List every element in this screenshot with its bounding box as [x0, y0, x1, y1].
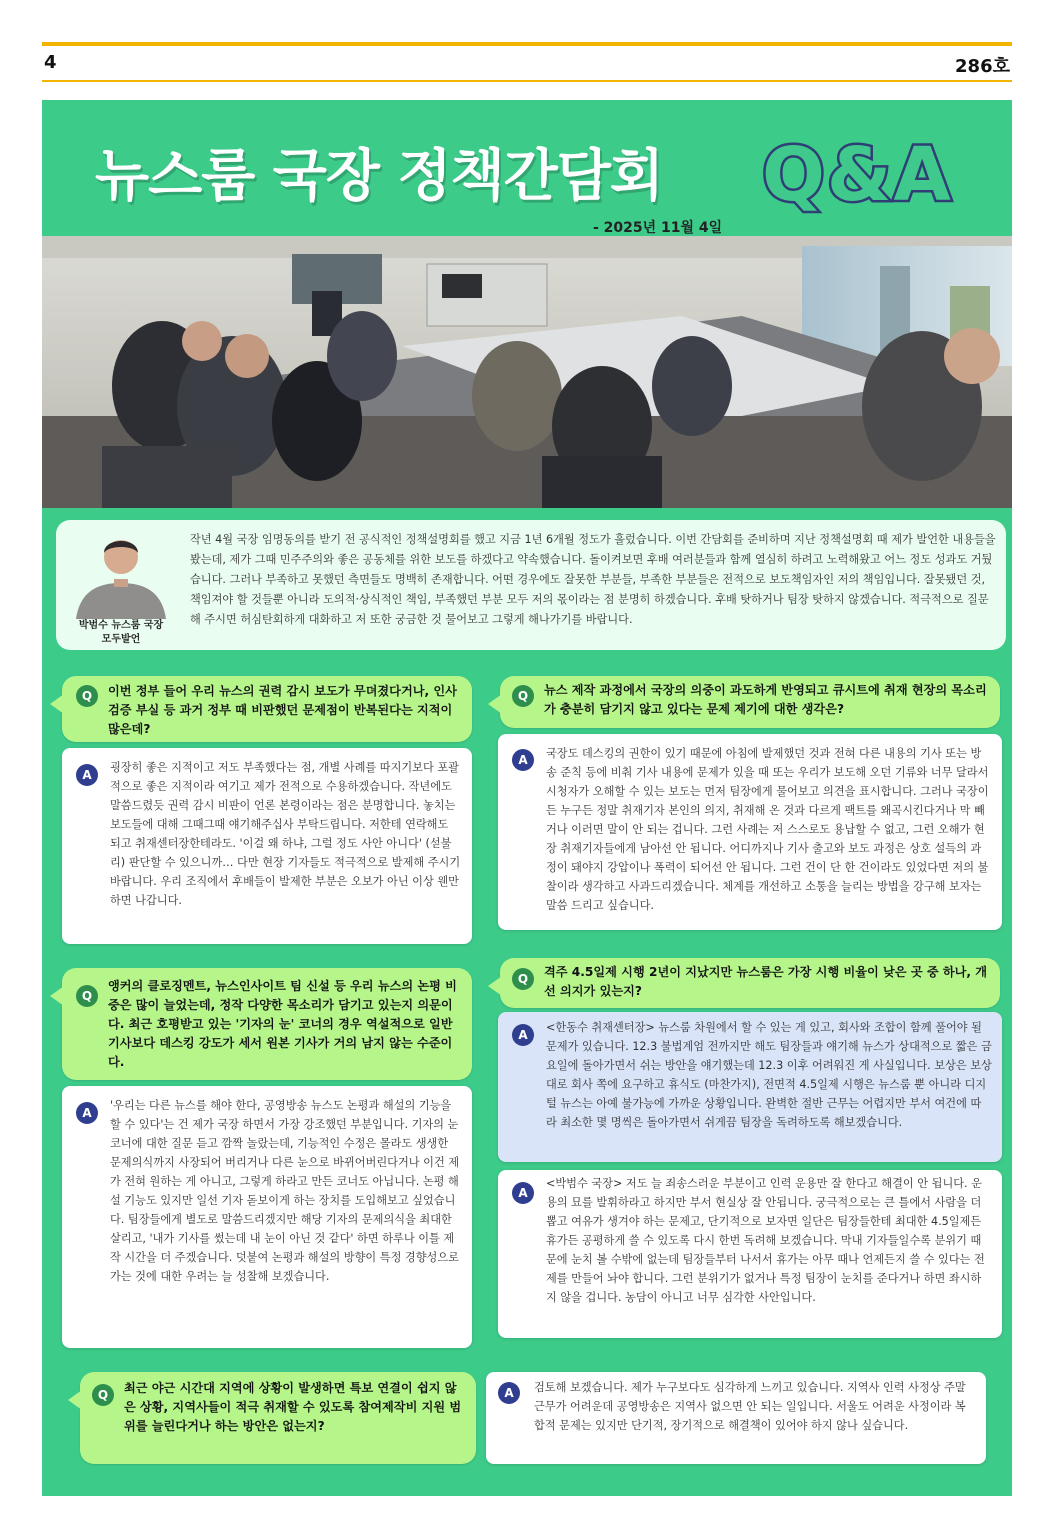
question-badge: Q: [512, 685, 534, 707]
question-text: 이번 정부 들어 우리 뉴스의 권력 감시 보도가 무뎌졌다거나, 인사검증 부실 등 과거 정부 때 비판했던 문제점이 반복된다는 지적이 많은데?: [108, 684, 457, 736]
answer-text: <박범수 국장> 저도 늘 죄송스러운 부분이고 인력 운용만 잘 한다고 해결이 안 됩니다. 운용의 묘를 발휘하라고 하지만 부서 현실상 잘 안됩니다. 궁극적으로는 큰 틀에서 사람을 더 뽑고 여유가 생겨야 하는 문제고, 단기적으로 보자면 일단은 팀장들한테 최대한 4.5일제든 휴가든 공평하게 쓸 수 있도록 다시 한번 독려해 보겠습니다. 막내 기자들일수록 분위기 때문에 눈치 볼 수밖에 없는데 팀장들부터 나서서 휴가는 아무 때나 언제든지 쓸 수 있다는 전제를 만들어 놔야 합니다. 그런 분위기가 없거나 특정 팀장이 눈치를 준다거나 하면 좌시하지 않을 겁니다. 농담이 아니고 너무 심각한 사안입니다.: [546, 1177, 985, 1304]
avatar: [62, 523, 180, 619]
answer-badge: A: [512, 749, 534, 771]
top-rule: [42, 42, 1012, 46]
answer-text: 굉장히 좋은 지적이고 저도 부족했다는 점, 개별 사례를 따지기보다 포괄적으로 좋은 지적이라 여기고 제가 전적으로 수용하겠습니다. 작년에도 말씀드렸듯 권력 감시 비판이 언론 본령이라는 점은 분명합니다. 놓치는 보도들에 대해 그때그때 얘기해주십사 부탁드립니다. 저한테 연락해도 되고 취재센터장한테라도. '이걸 왜 하냐, 그럴 정도 사안 아니다' (섣불리) 판단할 수 있으니까… 다만 현장 기자들도 적극적으로 발제해 주시기 바랍니다. 우리 조직에서 후배들이 발제한 부분은 오보가 아닌 이상 웬만하면 나갑니다.: [110, 761, 461, 907]
issue-number: 286호: [955, 56, 1010, 77]
question-badge: Q: [76, 685, 98, 707]
answer-badge: A: [512, 1024, 534, 1046]
answer-badge: A: [498, 1382, 520, 1404]
question-text: 최근 야근 시간대 지역에 상황이 발생하면 특보 연결이 쉽지 않은 상황, 지역사들이 적극 취재할 수 있도록 참여제작비 지원 범위를 늘린다거나 하는 방안은 없는지?: [124, 1381, 462, 1433]
intro-caption-name: 박범수 뉴스룸 국장: [78, 620, 164, 631]
intro-text: 작년 4월 국장 임명동의를 받기 전 공식적인 정책설명회를 했고 지금 1년 6개월 정도가 흘렀습니다. 이번 간담회를 준비하며 지난 정책설명회 때 제가 발언한 내용들을 봤는데, 제가 그때 민주주의와 좋은 공동체를 위한 보도를 하겠다고 약속했습니다. 돌이켜보면 후배 여러분들과 함께 열심히 하려고 노력해왔고 어느 정도 성과도 거뒀습니다. 그러나 부족하고 못했던 측면들도 명백히 존재합니다. 어떤 경우에도 잘못한 부분들, 부족한 부분들은 전적으로 보도책임자인 저의 책임입니다. 잘못됐던 것, 책임져야 할 것들뿐 아니라 도의적·상식적인 책임, 부족했던 부분 모두 저의 몫이라는 점 분명히 하겠습니다. 후배 탓하거나 팀장 탓하지 않겠습니다. 적극적으로 질문해 주시면 허심탄회하게 대화하고 저 또한 궁금한 것 물어보고 그렇게 해나가기를 바랍니다.: [190, 533, 996, 626]
answer-text: '우리는 다른 뉴스를 해야 한다, 공영방송 뉴스도 논평과 해설의 기능을 할 수 있다'는 건 제가 국장 하면서 가장 강조했던 부분입니다. 기자의 눈 코너에 대한 질문 듣고 깜짝 놀랐는데, 기능적인 수정은 몰라도 생생한 문제의식까지 사장되어 버리거나 다른 눈으로 바뀌어버린다거나 이건 제가 전혀 원하는 게 아니고, 그렇게 하라고 만든 코너도 아닙니다. 논평 해설 기능도 있지만 일선 기자 돋보이게 하는 장치를 도입해보고 싶었습니다. 팀장들에게 별도로 말씀드리겠지만 해당 기자의 문제의식을 최대한 살리고, '내가 기사를 썼는데 내 눈이 아닌 것 같다' 하면 하루나 이틀 제작 시간을 더 주겠습니다. 덧붙여 논평과 해설의 방향이 특정 경향성으로 가는 것에 대한 우려는 늘 성찰해 보겠습니다.: [110, 1099, 460, 1283]
intro-caption: [62, 619, 180, 647]
qa-logo: [756, 132, 971, 214]
answer-badge: A: [512, 1182, 534, 1204]
answer-text: 검토해 보겠습니다. 제가 누구보다도 심각하게 느끼고 있습니다. 지역사 인력 사정상 주말 근무가 어려운데 공영방송은 지역사 없으면 안 되는 일입니다. 서울도 어려운 사정이라 복합적 문제는 있지만 단기적, 장기적으로 해결책이 있어야 하지 않나 싶습니다.: [534, 1381, 966, 1432]
question-text: 앵커의 클로징멘트, 뉴스인사이트 팀 신설 등 우리 뉴스의 논평 비중은 많이 늘었는데, 정작 다양한 목소리가 담기고 있는지 의문이다. 최근 호평받고 있는 '기자의 눈' 코너의 경우 역설적으로 일반 기사보다 데스킹 강도가 세서 원본 기사가 거의 남지 않는 수준이다.: [108, 979, 457, 1069]
event-date: - 2025년 11월 4일: [593, 220, 723, 236]
page-title: 뉴스룸 국장 정책간담회: [95, 144, 663, 209]
question-badge: Q: [512, 968, 534, 990]
question-text: 뉴스 제작 과정에서 국장의 의중이 과도하게 반영되고 큐시트에 취재 현장의 목소리가 충분히 담기지 않고 있다는 문제 제기에 대한 생각은?: [544, 683, 987, 716]
answer-badge: A: [76, 764, 98, 786]
question-text: 격주 4.5일제 시행 2년이 지났지만 뉴스룸은 가장 시행 비율이 낮은 곳 중 하나, 개선 의지가 있는지?: [544, 965, 988, 998]
intro-caption-label: 모두발언: [101, 634, 141, 645]
meeting-photo: [42, 236, 1012, 508]
svg-text:Q&A: Q&A: [762, 132, 953, 214]
answer-text: <한동수 취재센터장> 뉴스룸 차원에서 할 수 있는 게 있고, 회사와 조합이 함께 풀어야 될 문제가 있습니다. 12.3 불법계엄 전까지만 해도 팀장들과 얘기해 뉴스가 상대적으로 짧은 금요일에 돌아가면서 쉬는 방안을 얘기했는데 12.3 이후 어려워진 게 사실입니다. 보상은 보상대로 회사 쪽에 요구하고 휴식도 (마찬가지), 전면적 4.5일제 시행은 뉴스룸 뿐 아니라 디지털 뉴스는 아예 불가능에 가까운 상황입니다. 완벽한 절반 근무는 어렵지만 부서 여건에 따라 최소한 몇 명씩은 돌아가면서 쉬게끔 팀장을 독려하도록 해보겠습니다.: [546, 1021, 992, 1129]
page-number: 4: [44, 52, 57, 73]
header-divider: [42, 80, 1012, 82]
answer-text: 국장도 데스킹의 권한이 있기 때문에 아침에 발제했던 것과 전혀 다른 내용의 기사 또는 방송 준칙 등에 비춰 기사 내용에 문제가 있을 때 또는 우리가 보도해 오던 기류와 너무 달라서 시청자가 오해할 수 있는 보도는 먼저 팀장에게 물어보고 의견을 표시합니다. 그러나 국장이든 누구든 정말 취재기자 본인의 의지, 취재해 온 것과 다르게 팩트를 왜곡시킨다거나 막 빼거나 이러면 말이 안 되는 겁니다. 그런 사례는 저 스스로도 용납할 수 없고, 그런 오해가 현장 취재기자들에게 남아선 안 됩니다. 어디까지나 기사 출고와 보도 과정은 상호 설득의 과정이 돼야지 강압이나 폭력이 되어선 안 됩니다. 그런 건이 단 한 건이라도 있었다면 저의 불찰이라 생각하고 사과드리겠습니다. 체계를 개선하고 소통을 늘리는 방법을 강구해 보자는 말씀 드리고 싶습니다.: [546, 747, 989, 912]
answer-badge: A: [76, 1102, 98, 1124]
question-badge: Q: [92, 1384, 114, 1406]
question-badge: Q: [76, 985, 98, 1007]
